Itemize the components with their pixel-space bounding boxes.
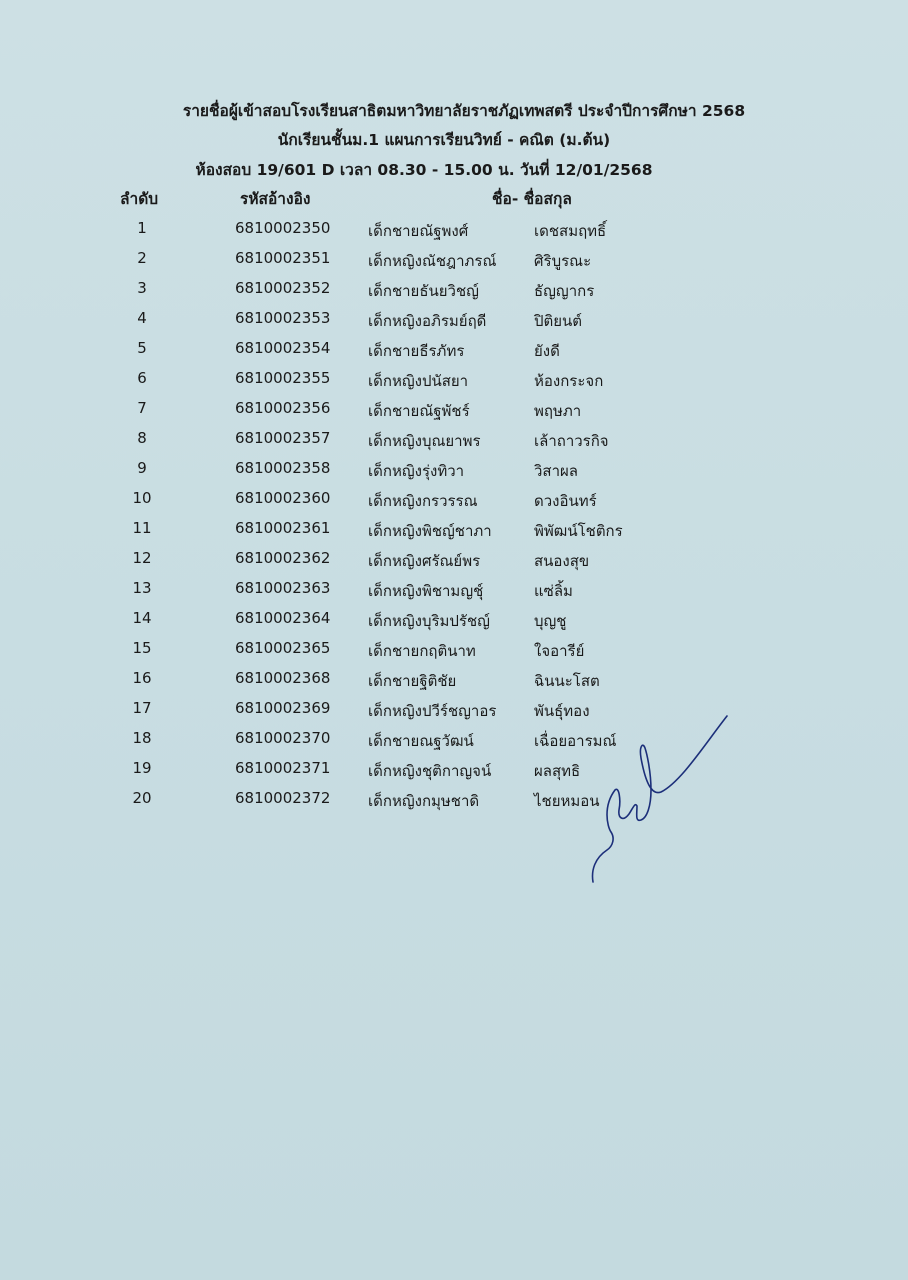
student-last-name: เดชสมฤทธิ์ <box>534 222 607 240</box>
table-row <box>0 455 908 485</box>
student-first-name: เด็กหญิงอภิรมย์ฤดี <box>368 312 487 330</box>
reference-id: 6810002357 <box>235 429 331 447</box>
student-list <box>0 215 908 815</box>
row-number: 20 <box>132 789 152 807</box>
student-first-name: เด็กชายณัฐพงศ์ <box>368 222 469 240</box>
student-last-name: ธัญญากร <box>534 282 595 300</box>
reference-id: 6810002369 <box>235 699 331 717</box>
reference-id: 6810002371 <box>235 759 331 777</box>
student-first-name: เด็กหญิงพิชญ์ชาภา <box>368 522 492 540</box>
reference-id: 6810002352 <box>235 279 331 297</box>
student-last-name: ห้องกระจก <box>534 372 604 390</box>
reference-id: 6810002364 <box>235 609 331 627</box>
student-first-name: เด็กหญิงรุ่งทิวา <box>368 462 465 480</box>
table-row <box>0 545 908 575</box>
student-last-name: ใจอารีย์ <box>534 642 585 660</box>
table-row <box>0 275 908 305</box>
student-first-name: เด็กชายณฐวัฒน์ <box>368 732 474 750</box>
row-number: 15 <box>132 639 152 657</box>
row-number: 8 <box>137 429 147 447</box>
student-last-name: บุญชู <box>534 612 567 630</box>
table-row <box>0 215 908 245</box>
student-first-name: เด็กหญิงปวีร์ชญาอร <box>368 702 497 720</box>
student-last-name: เฉื่อยอารมณ์ <box>534 732 617 750</box>
row-number: 6 <box>137 369 147 387</box>
student-first-name: เด็กชายธีรภัทร <box>368 342 465 360</box>
reference-id: 6810002350 <box>235 219 331 237</box>
signature <box>585 710 735 890</box>
reference-id: 6810002360 <box>235 489 331 507</box>
student-last-name: พฤษภา <box>534 402 582 420</box>
reference-id: 6810002361 <box>235 519 331 537</box>
row-number: 18 <box>132 729 152 747</box>
student-last-name: ไชยหมอน <box>534 792 600 810</box>
row-number: 13 <box>132 579 152 597</box>
student-last-name: พันธุ์ทอง <box>534 702 590 720</box>
reference-id: 6810002356 <box>235 399 331 417</box>
table-row <box>0 425 908 455</box>
table-row <box>0 305 908 335</box>
column-header-no: ลำดับ <box>120 190 159 208</box>
student-first-name: เด็กหญิงศรัณย์พร <box>368 552 481 570</box>
table-row <box>0 335 908 365</box>
student-first-name: เด็กหญิงชุติกาญจน์ <box>368 762 492 780</box>
student-last-name: ศิริบูรณะ <box>534 252 592 270</box>
student-first-name: เด็กหญิงปนัสยา <box>368 372 469 390</box>
student-last-name: ฉินนะโสต <box>534 672 600 690</box>
table-row <box>0 245 908 275</box>
table-row <box>0 395 908 425</box>
student-last-name: วิสาผล <box>534 462 578 480</box>
row-number: 16 <box>132 669 152 687</box>
student-first-name: เด็กชายกฤตินาท <box>368 642 476 660</box>
row-number: 9 <box>137 459 147 477</box>
reference-id: 6810002354 <box>235 339 331 357</box>
reference-id: 6810002353 <box>235 309 331 327</box>
reference-id: 6810002358 <box>235 459 331 477</box>
reference-id: 6810002355 <box>235 369 331 387</box>
student-last-name: พิพัฒน์โชติกร <box>534 522 623 540</box>
row-number: 1 <box>137 219 147 237</box>
row-number: 14 <box>132 609 152 627</box>
student-first-name: เด็กหญิงกมุษชาดิ <box>368 792 480 810</box>
reference-id: 6810002362 <box>235 549 331 567</box>
student-first-name: เด็กชายฐิติชัย <box>368 672 457 690</box>
reference-id: 6810002365 <box>235 639 331 657</box>
table-row <box>0 515 908 545</box>
reference-id: 6810002368 <box>235 669 331 687</box>
row-number: 7 <box>137 399 147 417</box>
table-row <box>0 485 908 515</box>
student-first-name: เด็กหญิงบุณยาพร <box>368 432 481 450</box>
document-title: รายชื่อผู้เข้าสอบโรงเรียนสาธิตมหาวิทยาลัยราชภัฏเทพสตรี ประจำปีการศึกษา 2568 <box>182 102 746 120</box>
table-row <box>0 665 908 695</box>
student-last-name: ผลสุทธิ <box>534 762 581 780</box>
row-number: 11 <box>132 519 152 537</box>
table-row <box>0 725 908 755</box>
column-header-name: ชื่อ- ชื่อสกุล <box>492 190 572 208</box>
table-row <box>0 785 908 815</box>
student-last-name: ปิติยนต์ <box>534 312 583 330</box>
table-row <box>0 755 908 785</box>
row-number: 4 <box>137 309 147 327</box>
table-row <box>0 605 908 635</box>
student-first-name: เด็กชายณัฐพัชร์ <box>368 402 470 420</box>
student-last-name: ยังดี <box>534 342 560 360</box>
row-number: 12 <box>132 549 152 567</box>
reference-id: 6810002370 <box>235 729 331 747</box>
reference-id: 6810002372 <box>235 789 331 807</box>
student-last-name: สนองสุข <box>534 552 590 570</box>
row-number: 19 <box>132 759 152 777</box>
student-first-name: เด็กชายธันยวิชญ์ <box>368 282 479 300</box>
student-first-name: เด็กหญิงณัชฎาภรณ์ <box>368 252 497 270</box>
row-number: 10 <box>132 489 152 507</box>
column-header-id: รหัสอ้างอิง <box>240 190 311 208</box>
class-subtitle: นักเรียนชั้นม.1 แผนการเรียนวิทย์ - คณิต (ม.ต้น) <box>277 131 611 149</box>
student-last-name: แซ่ลิ้ม <box>534 582 573 600</box>
table-row <box>0 365 908 395</box>
student-first-name: เด็กหญิงพิชามญชุ์ <box>368 582 484 600</box>
student-first-name: เด็กหญิงบุริมปรัชญ์ <box>368 612 490 630</box>
reference-id: 6810002363 <box>235 579 331 597</box>
student-first-name: เด็กหญิงกรวรรณ <box>368 492 478 510</box>
row-number: 3 <box>137 279 147 297</box>
table-row <box>0 575 908 605</box>
reference-id: 6810002351 <box>235 249 331 267</box>
table-row <box>0 695 908 725</box>
exam-room-info: ห้องสอบ 19/601 D เวลา 08.30 - 15.00 น. วันที่ 12/01/2568 <box>195 161 653 179</box>
table-row <box>0 635 908 665</box>
row-number: 2 <box>137 249 147 267</box>
student-last-name: ดวงอินทร์ <box>534 492 597 510</box>
row-number: 5 <box>137 339 147 357</box>
student-last-name: เล้าถาวรกิจ <box>534 432 609 450</box>
row-number: 17 <box>132 699 152 717</box>
